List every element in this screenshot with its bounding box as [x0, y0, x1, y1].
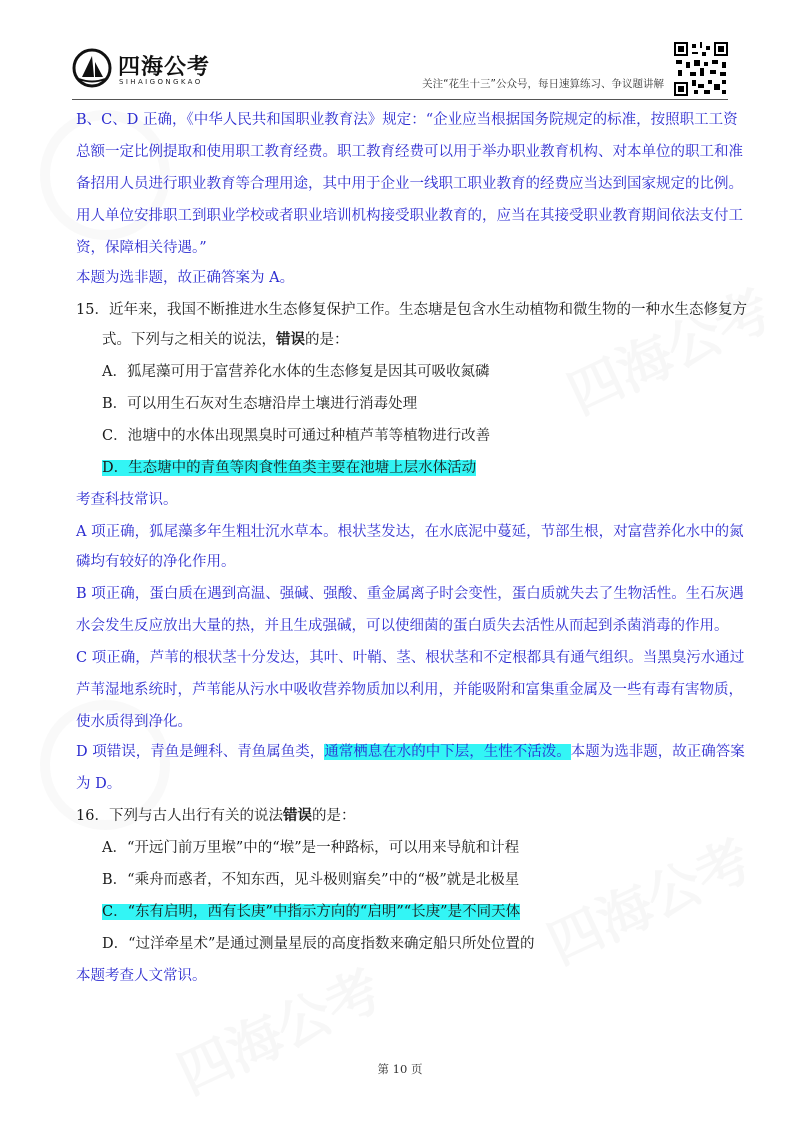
- explanation-line: C 项正确，芦苇的根状茎十分发达，其叶、叶鞘、茎、根状茎和不定根都具有通气组织。当黑臭污水通过: [76, 650, 745, 666]
- question-stem: 15．近年来，我国不断推进水生态修复保护工作。生态塘是包含水生动植物和微生物的一种水生态修复方: [76, 302, 747, 318]
- explanation-topic: 考查科技常识。: [76, 492, 178, 508]
- logo-title: 四海公考: [118, 55, 211, 80]
- sail-logo-icon: [72, 48, 112, 88]
- watermark: 四海公考: [538, 827, 761, 977]
- question-stem: 式。下列与之相关的说法，错误的是：: [102, 331, 349, 348]
- explanation-line: B、C、D 正确，《中华人民共和国职业教育法》规定：“企业应当根据国务院规定的标准，按照职工工资: [76, 112, 738, 128]
- emphasis-word: 错误: [282, 807, 312, 824]
- explanation-line: 使水质得到净化。: [76, 714, 192, 730]
- qr-code-icon: [674, 42, 728, 96]
- option-b: B．“乘舟而惑者，不知东西，见斗极则寤矣”中的“极”就是北极星: [102, 872, 520, 888]
- explanation-line: 总额一定比例提取和使用职工教育经费。职工教育经费可以用于举办职业教育机构、对本单位的职工和准: [76, 144, 743, 160]
- page-number: 第 10 页: [377, 1062, 423, 1076]
- option-d-correct: [102, 458, 476, 478]
- highlighted-text: 通常栖息在水的中下层，生性不活泼。: [324, 744, 571, 760]
- option-c-correct: [102, 902, 520, 922]
- highlighted-answer: D．生态塘中的青鱼等肉食性鱼类主要在池塘上层水体活动: [102, 460, 477, 476]
- option-a: A．狐尾藻可用于富营养化水体的生态修复是因其可吸收氮磷: [102, 364, 490, 380]
- header-divider: [72, 99, 728, 100]
- brand-logo: [72, 48, 272, 92]
- explanation-line: B 项正确，蛋白质在遇到高温、强碱、强酸、重金属离子时会变性，蛋白质就失去了生物活性。生石灰遇: [76, 586, 744, 602]
- option-a: A．“开远门前万里堠”中的“堠”是一种路标，可以用来导航和计程: [102, 840, 520, 856]
- watermark: 四海公考: [558, 277, 781, 427]
- explanation-line: 水会发生反应放出大量的热，并且生成强碱，可以使细菌的蛋白质失去活性从而起到杀菌消毒的作用。: [76, 618, 729, 634]
- highlighted-answer: C．“东有启明，西有长庚”中指示方向的“启明”“长庚”是不同天体: [102, 904, 521, 920]
- explanation-line: D 项错误，青鱼是鲤科、青鱼属鱼类，通常栖息在水的中下层，生性不活泼。本题为选非题，故正确答案: [76, 744, 745, 760]
- explanation-line: A 项正确，狐尾藻多年生粗壮沉水草本。根状茎发达，在水底泥中蔓延，节部生根，对富营养化水中的氮: [76, 524, 744, 540]
- option-c: C．池塘中的水体出现黑臭时可通过种植芦苇等植物进行改善: [102, 428, 491, 444]
- option-b: B．可以用生石灰对生态塘沿岸土壤进行消毒处理: [102, 396, 418, 412]
- explanation-line: 为 D。: [76, 776, 122, 792]
- explanation-line: 磷均有较好的净化作用。: [76, 554, 236, 570]
- watermark: 四海公考: [168, 957, 391, 1107]
- explanation-topic: 本题考查人文常识。: [76, 968, 207, 984]
- explanation-line: 备招用人员进行职业教育等合理用途，其中用于企业一线职工职业教育的经费应当达到国家规定的比例。: [76, 176, 743, 192]
- answer-line: 本题为选非题，故正确答案为 A。: [76, 270, 295, 286]
- question-stem: 16．下列与古人出行有关的说法错误的是：: [76, 807, 356, 824]
- explanation-line: 芦苇湿地系统时，芦苇能从污水中吸收营养物质加以利用，并能吸附和富集重金属及一些有毒有害物质，: [76, 682, 743, 698]
- explanation-line: 资，保障相关待遇。”: [76, 240, 207, 256]
- header-slogan: 关注“花生十三”公众号，每日速算练习、争议题讲解: [422, 78, 664, 90]
- emphasis-word: 错误: [276, 331, 305, 348]
- logo-subtitle: SIHAIGONGKAO: [119, 78, 203, 86]
- option-d: D．“过洋牵星术”是通过测量星辰的高度指数来确定船只所处位置的: [102, 936, 535, 952]
- explanation-line: 用人单位安排职工到职业学校或者职业培训机构接受职业教育的，应当在其接受职业教育期间依法支付工: [76, 208, 743, 224]
- page-header: [72, 40, 728, 100]
